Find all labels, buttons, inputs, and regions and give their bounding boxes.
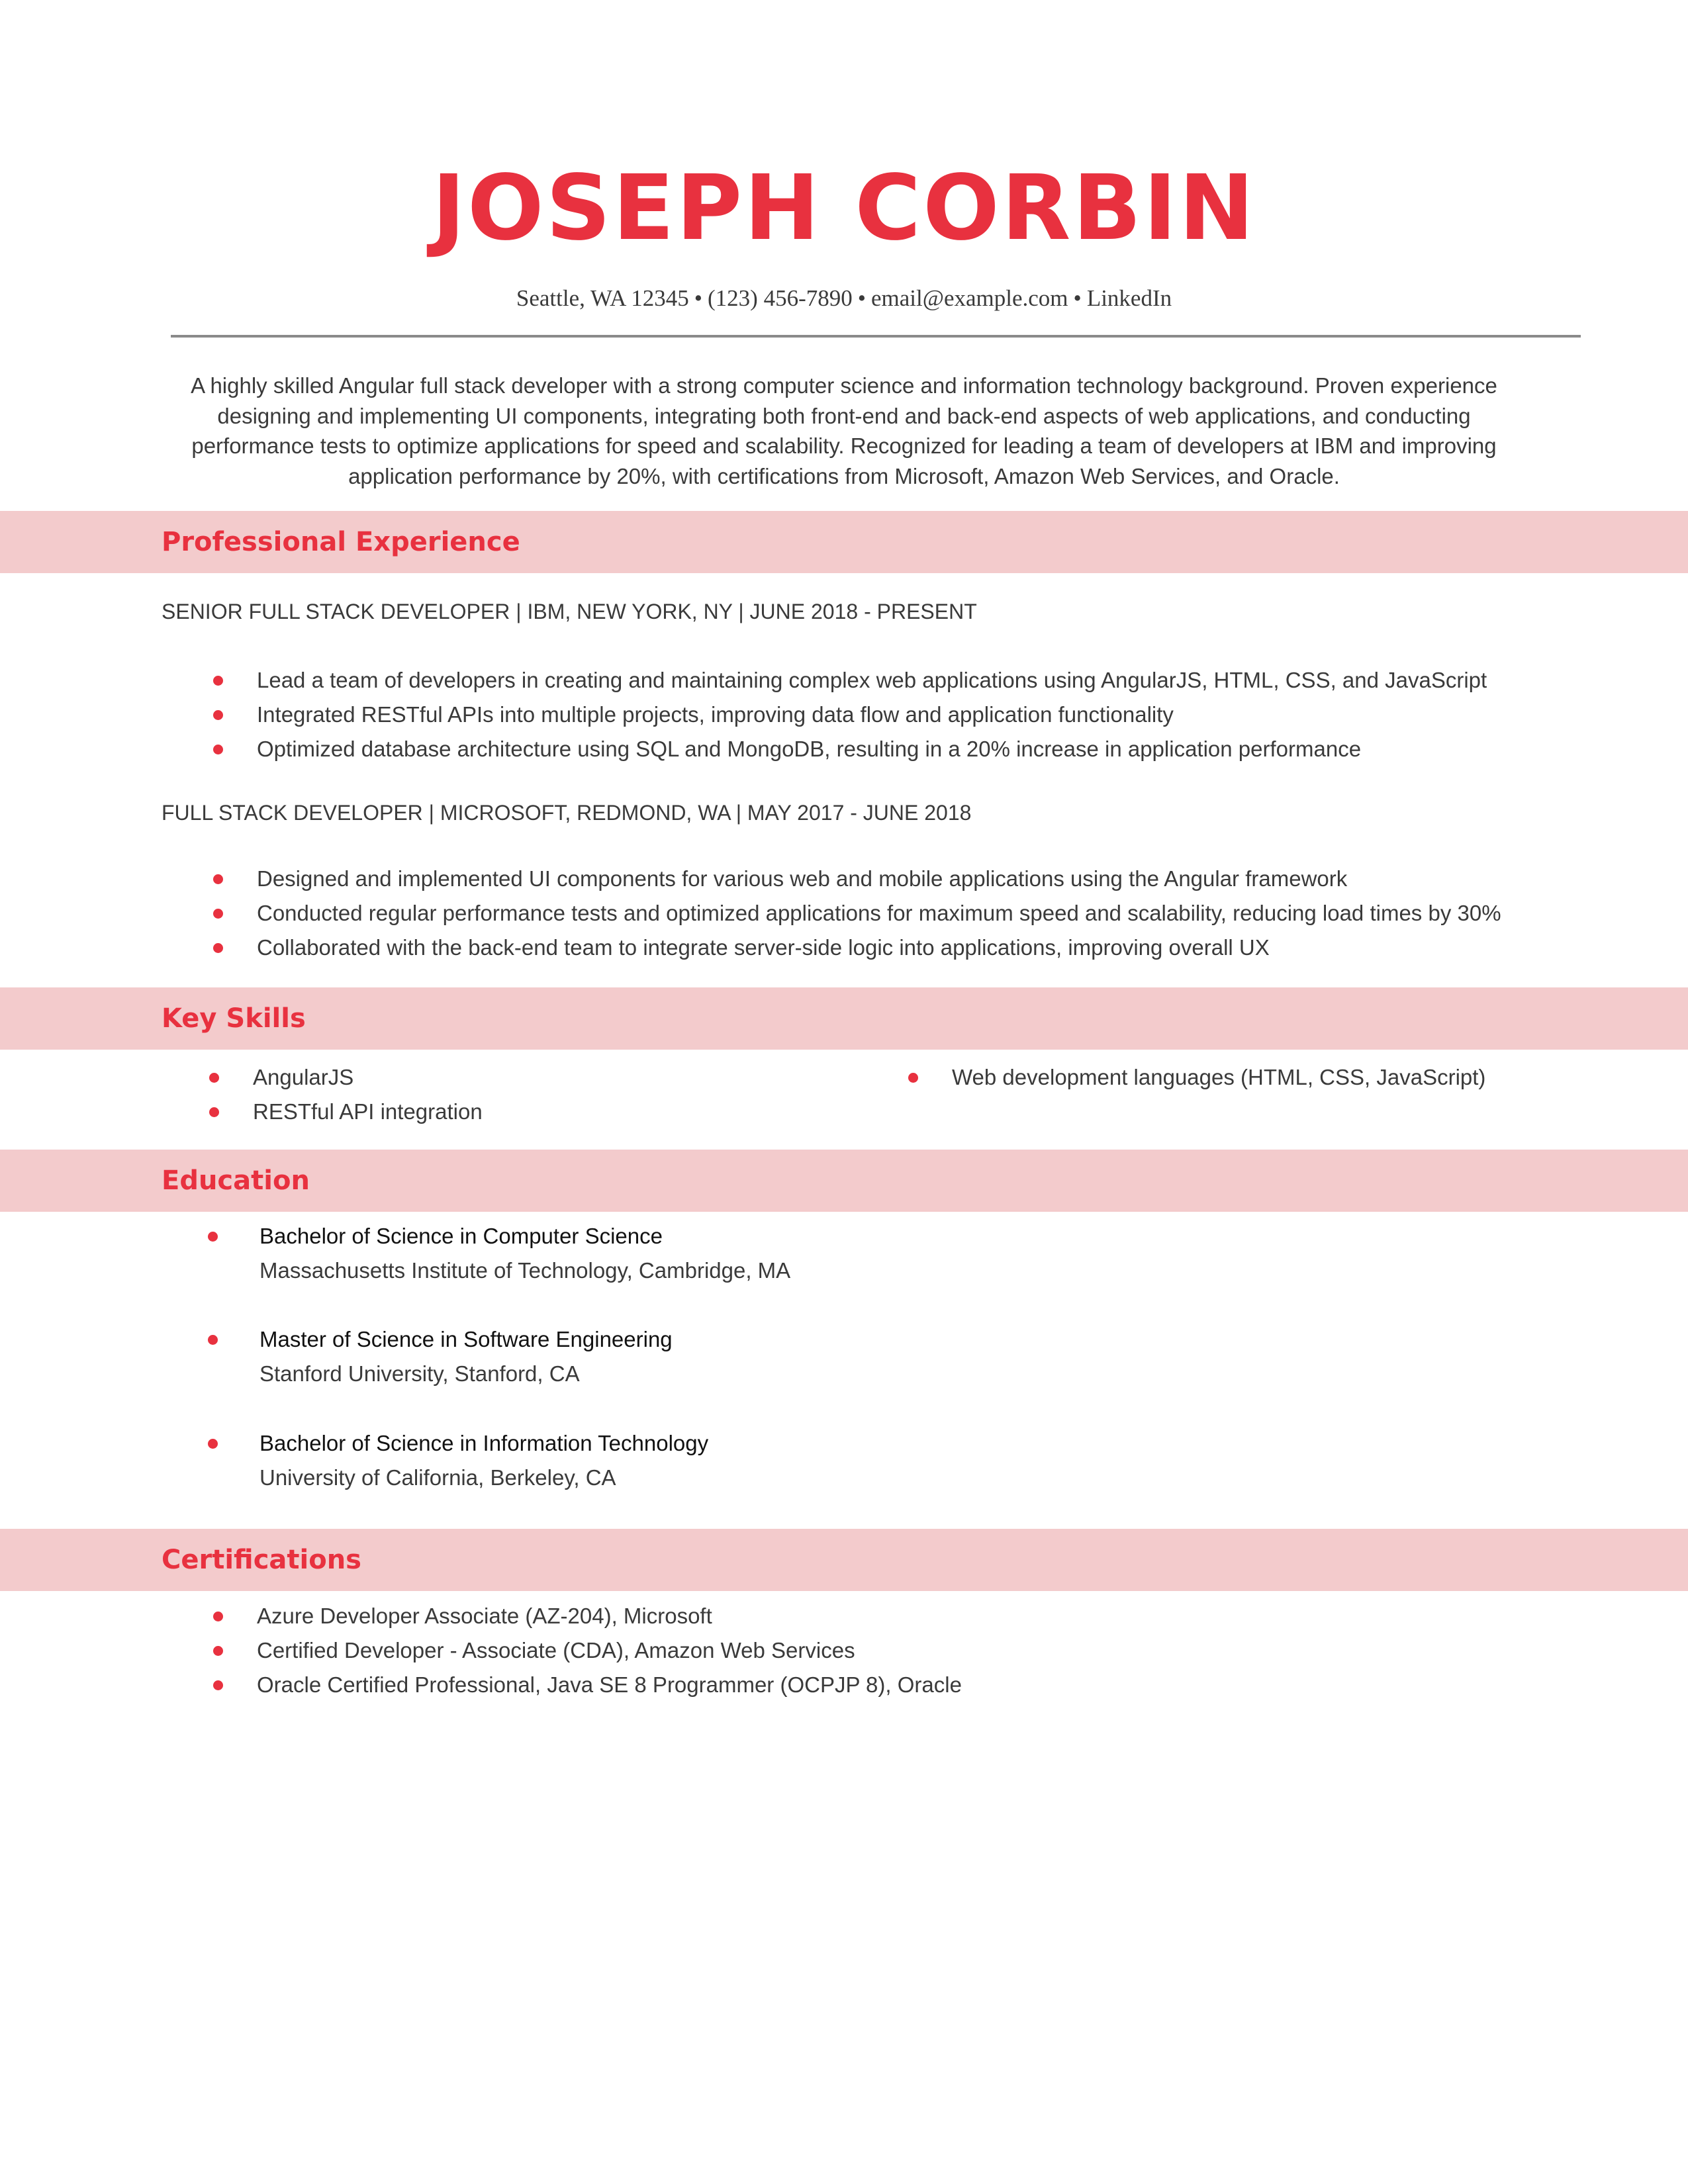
bullet-dot-icon: [213, 676, 223, 686]
section-title-experience: Professional Experience: [162, 527, 520, 557]
professional-summary: A highly skilled Angular full stack developer with a strong computer science and information technology background. Proven experience designing and implementing UI components, integrating both front-end and back-end aspects of web applications, and conducting performance tests to optimize applications for speed and scalability. Recognized for leading a team of developers at IBM and improving application performance by 20%, with certifications from Microsoft, Amazon Web Services, and Oracle.: [191, 373, 1497, 488]
list-item: [213, 732, 1487, 766]
list-item: [213, 862, 1501, 896]
header-divider: [171, 335, 1581, 338]
education-degree: Master of Science in Software Engineering: [259, 1327, 673, 1351]
contact-phone: (123) 456-7890: [708, 285, 853, 311]
job-heading: FULL STACK DEVELOPER | MICROSOFT, REDMOND, WA | MAY 2017 - JUNE 2018: [162, 801, 972, 825]
section-title-education: Education: [162, 1165, 310, 1196]
bullet-dot-icon: [213, 943, 223, 953]
education-school: University of California, Berkeley, CA: [259, 1465, 616, 1490]
list-item: [209, 1060, 483, 1095]
bullet-dot-icon: [213, 1680, 223, 1690]
list-item: [213, 896, 1501, 931]
education-degree: Bachelor of Science in Information Technology: [259, 1431, 709, 1455]
list-item: [213, 931, 1501, 965]
bullet-text: Integrated RESTful APIs into multiple projects, improving data flow and application functionality: [257, 702, 1174, 727]
contact-separator: •: [1073, 285, 1082, 311]
list-item: [908, 1060, 1485, 1095]
bullet-text: Collaborated with the back-end team to integrate server-side logic into applications, improving overall UX: [257, 935, 1270, 960]
list-item: [213, 1599, 962, 1633]
contact-separator: •: [694, 285, 703, 311]
education-school: Massachusetts Institute of Technology, Cambridge, MA: [259, 1258, 791, 1283]
education-item: [213, 1219, 790, 1288]
skill-text: Web development languages (HTML, CSS, JavaScript): [952, 1065, 1486, 1089]
job-bullet-list: [213, 862, 1501, 965]
list-item: [213, 698, 1487, 732]
certification-text: Azure Developer Associate (AZ-204), Microsoft: [257, 1604, 712, 1628]
skill-text: RESTful API integration: [253, 1099, 483, 1124]
bullet-dot-icon: [213, 710, 223, 720]
education-degree: Bachelor of Science in Computer Science: [259, 1224, 663, 1248]
bullet-dot-icon: [213, 1612, 223, 1621]
bullet-text: Conducted regular performance tests and optimized applications for maximum speed and scalability, reducing load times by 30%: [257, 901, 1501, 925]
education-item: [213, 1322, 673, 1391]
contact-location: Seattle, WA 12345: [516, 285, 689, 311]
section-band-skills: [0, 987, 1688, 1050]
candidate-name: JOSEPH CORBIN: [432, 156, 1256, 261]
list-item: [209, 1095, 483, 1129]
certification-text: Certified Developer - Associate (CDA), Amazon Web Services: [257, 1638, 855, 1662]
bullet-text: Designed and implemented UI components for various web and mobile applications using the Angular framework: [257, 866, 1348, 891]
bullet-dot-icon: [908, 1073, 918, 1083]
bullet-text: Optimized database architecture using SQL and MongoDB, resulting in a 20% increase in application performance: [257, 737, 1362, 761]
certifications-list: [213, 1599, 962, 1702]
bullet-dot-icon: [208, 1232, 218, 1242]
bullet-dot-icon: [208, 1335, 218, 1345]
section-band-experience: [0, 511, 1688, 573]
job-bullet-list: [213, 663, 1487, 766]
list-item: [213, 1633, 962, 1668]
contact-email[interactable]: email@example.com: [871, 285, 1068, 311]
skills-list-left: [209, 1060, 483, 1129]
bullet-dot-icon: [213, 874, 223, 884]
bullet-text: Lead a team of developers in creating and maintaining complex web applications using AngularJS, HTML, CSS, and JavaScript: [257, 668, 1487, 692]
section-title-certifications: Certifications: [162, 1545, 361, 1575]
section-band-education: [0, 1150, 1688, 1212]
job-heading: SENIOR FULL STACK DEVELOPER | IBM, NEW YORK, NY | JUNE 2018 - PRESENT: [162, 600, 977, 623]
education-item: [213, 1426, 708, 1495]
section-title-skills: Key Skills: [162, 1003, 306, 1034]
contact-linkedin-link[interactable]: LinkedIn: [1086, 285, 1172, 311]
bullet-dot-icon: [208, 1439, 218, 1449]
education-school: Stanford University, Stanford, CA: [259, 1361, 580, 1386]
bullet-dot-icon: [209, 1073, 219, 1083]
skills-list-right: [908, 1060, 1485, 1095]
list-item: [213, 1668, 962, 1702]
contact-line: [0, 282, 1688, 315]
bullet-dot-icon: [213, 1646, 223, 1656]
contact-separator: •: [857, 285, 866, 311]
bullet-dot-icon: [213, 745, 223, 754]
list-item: [213, 663, 1487, 698]
certification-text: Oracle Certified Professional, Java SE 8 Programmer (OCPJP 8), Oracle: [257, 1672, 962, 1697]
skill-text: AngularJS: [253, 1065, 354, 1089]
section-band-certifications: [0, 1529, 1688, 1591]
bullet-dot-icon: [209, 1107, 219, 1117]
bullet-dot-icon: [213, 909, 223, 919]
